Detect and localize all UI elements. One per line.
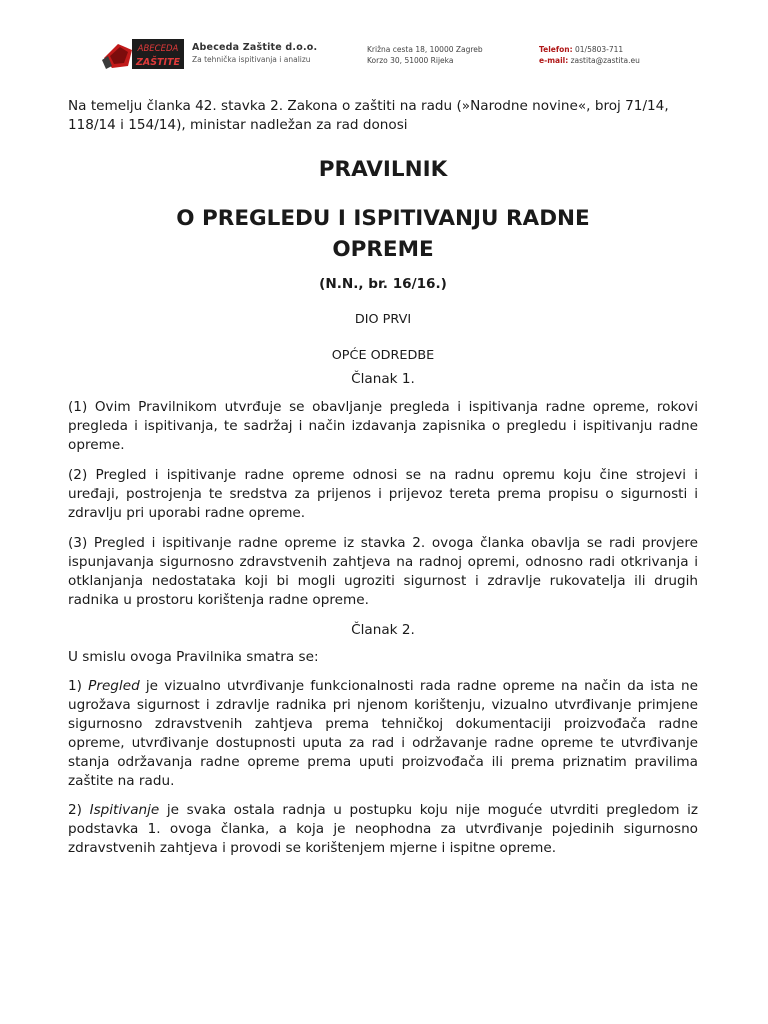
- article-1-paragraph-1: (1) Ovim Pravilnikom utvrđuje se obavljanje pregleda i ispitivanja radne opreme, rokovi pregleda i ispitivanja, te sadržaj i način izdavanja zapisnika o pregledu i ispitivanju radne opreme.: [68, 399, 698, 453]
- document-body: [68, 97, 698, 858]
- article-1-paragraph-3: (3) Pregled i ispitivanje radne opreme iz stavka 2. ovoga članka obavlja se radi provjere ispunjavanja sigurnosno zdravstvenih zahtjeva na radnoj opremi, odnosno radi otkrivanja i otklanjanja nedostataka koji bi mogli ugroziti sigurnost i zdravlje rukovatelja ili drugih radnika u prostoru korištenja radne opreme.: [68, 535, 698, 608]
- definition-2-number: 2): [68, 802, 90, 818]
- article-1-heading: Članak 1.: [351, 371, 415, 387]
- definition-pregled: [68, 677, 698, 791]
- email-value: zastita@zastita.eu: [570, 56, 640, 65]
- definition-2-term: Ispitivanje: [89, 802, 160, 818]
- logo-text-top: ABECEDA: [137, 44, 179, 54]
- definition-1-text: je vizualno utvrđivanje funkcionalnosti rada radne opreme na način da ista ne ugrožava sigurnost i zdravlje radnika pri njenom korištenju, vizualno utvrđivanje primjene sigurnosno zdravstvenih zahtjeva prema tehničkoj dokumentaciji proizvođača radne opreme, utvrđivanje dostupnosti uputa za rad i održavanje radne opreme te utvrđivanje stanja održavanja radne opreme prema uputi proizvođača ili prema priznatim pravilima zaštite na radu.: [68, 678, 698, 789]
- definition-2-text: je svaka ostala radnja u postupku koju nije moguće utvrditi pregledom iz podstavka 1. ovoga članka, a koja je neophodna za utvrđivanje pojedinih sigurnosno zdravstvenih zahtjeva i provodi se korištenjem mjerne i ispitne opreme.: [68, 802, 698, 856]
- company-tagline: Za tehnička ispitivanja i analizu: [192, 55, 311, 64]
- document-subtitle: O PREGLEDU I ISPITIVANJU RADNE OPREME: [176, 206, 590, 262]
- article-1-paragraph-2: (2) Pregled i ispitivanje radne opreme odnosi se na radnu opremu koju čine strojevi i uređaji, postrojenja te sredstva za prijenos i prijevoz tereta prema propisu o sigurnosti i zdravlju pri uporabi radne opreme.: [68, 467, 698, 521]
- document-title: PRAVILNIK: [318, 157, 448, 182]
- section-heading: OPĆE ODREDBE: [331, 348, 435, 363]
- address-line-rijeka: Korzo 30, 51000 Rijeka: [367, 56, 454, 65]
- definition-1-number: 1): [68, 678, 89, 694]
- definition-ispitivanje: [68, 801, 698, 858]
- contact-block: [539, 44, 640, 66]
- email-label: e-mail:: [539, 56, 569, 65]
- company-name: Abeceda Zaštite d.o.o.: [192, 42, 318, 53]
- company-logo: [102, 36, 186, 72]
- phone-label: Telefon:: [539, 45, 573, 54]
- gazette-reference: (N.N., br. 16/16.): [319, 276, 447, 292]
- address-block: [367, 44, 483, 66]
- intro-paragraph: Na temelju članka 42. stavka 2. Zakona o zaštiti na radu (»Narodne novine«, broj 71/14, 118/14 i 154/14), ministar nadležan za rad donosi: [68, 98, 669, 133]
- definition-1-term: Pregled: [88, 678, 140, 694]
- letterhead: [102, 36, 662, 76]
- phone-value: 01/5803-711: [575, 45, 624, 54]
- address-line-zagreb: Križna cesta 18, 10000 Zagreb: [367, 45, 483, 54]
- article-2-heading: Članak 2.: [351, 622, 415, 638]
- company-block: [192, 42, 317, 64]
- article-2-intro: U smislu ovoga Pravilnika smatra se:: [68, 649, 319, 665]
- part-heading: DIO PRVI: [354, 312, 412, 327]
- logo-text-bottom: ZAŠTITE: [135, 57, 181, 68]
